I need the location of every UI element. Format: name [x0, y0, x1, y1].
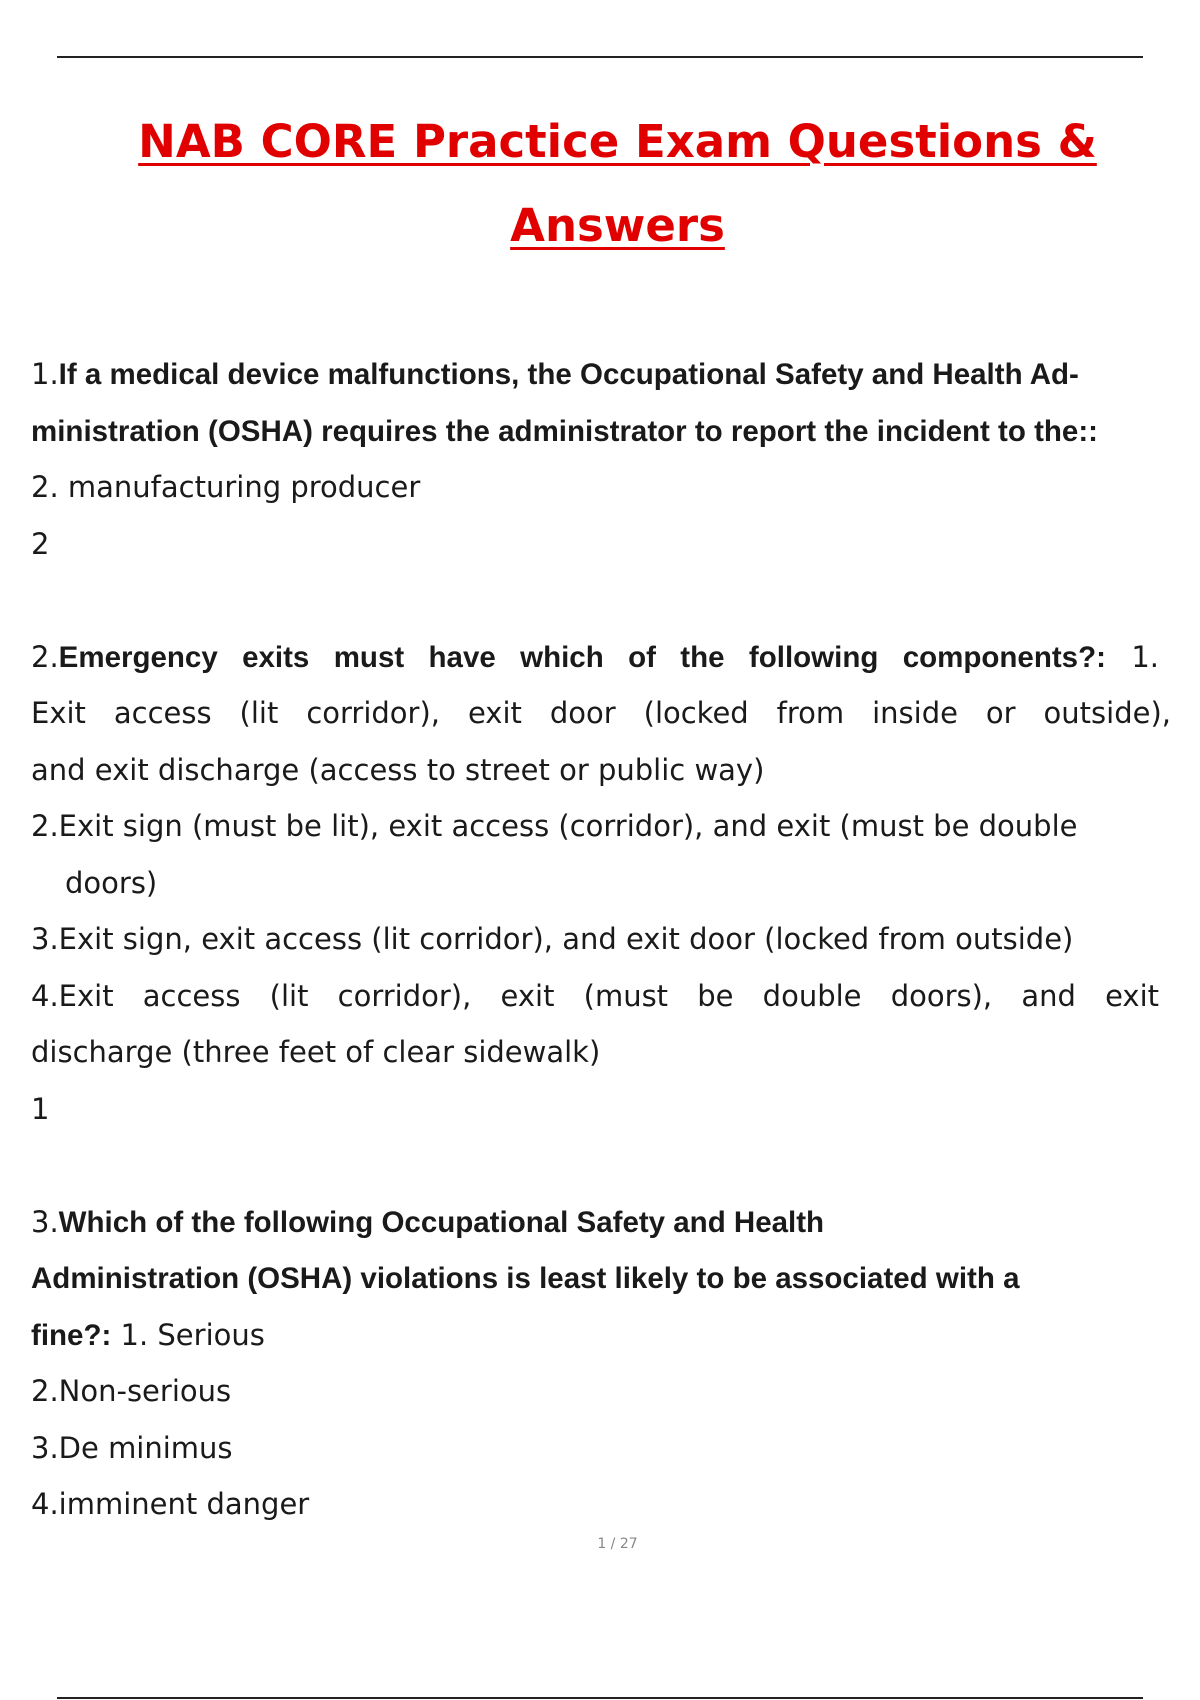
title-line-1: NAB CORE Practice Exam Questions &: [138, 115, 1097, 168]
question-1-answer: 2: [31, 526, 50, 561]
spacer: [31, 1137, 1200, 1194]
question-1-number: 1.: [31, 357, 59, 391]
question-3-option-3-number: 3.: [31, 1430, 59, 1465]
question-2-option-2-line-1: [31, 798, 1200, 855]
question-2-option-4-line-1: [31, 968, 1159, 1025]
question-3-number: 3.: [31, 1204, 59, 1239]
question-3-line-2: [31, 1250, 1200, 1307]
title-line-2: Answers: [510, 199, 725, 252]
question-3-option-4-number: 4.: [31, 1487, 59, 1521]
question-3-option-1: 1. Serious: [111, 1317, 265, 1352]
header-rule: [57, 56, 1143, 58]
question-2-option-1-line-2: and exit discharge (access to street or public way): [31, 752, 765, 787]
question-3-option-4-text: imminent danger: [58, 1487, 310, 1521]
question-1: [31, 346, 1200, 572]
question-2-option-4-number: 4.: [31, 978, 59, 1013]
footer-rule: [57, 1697, 1143, 1699]
question-1-line-1: [31, 346, 1200, 403]
document-body: [31, 346, 1200, 1533]
question-2-option-1-line-1: Exit access (lit corridor), exit door (locked from inside or outside),: [31, 696, 1171, 730]
question-2-option-3-number: 3.: [31, 922, 59, 956]
question-3-line-1: [31, 1194, 1200, 1251]
question-2-number: 2.: [31, 639, 59, 674]
question-3-option-3-text: De minimus: [58, 1430, 233, 1465]
spacer: [31, 572, 1200, 629]
question-2-option-1-number: 1.: [1105, 639, 1159, 674]
question-2-option-4-text: Exit access (lit corridor), exit (must be double doors), and exit: [58, 978, 1159, 1013]
question-3-option-2-number: 2.: [31, 1374, 59, 1408]
question-2-line-1: [31, 629, 1159, 686]
question-1-line-2: [31, 403, 1200, 460]
question-1-option: 2. manufacturing producer: [31, 470, 421, 504]
question-2-option-3: [31, 911, 1200, 968]
question-2-option-3-text: Exit sign, exit access (lit corridor), and exit door (locked from outside): [58, 922, 1074, 956]
question-3-option-4: [31, 1476, 1200, 1533]
question-3-text-part-1: Which of the following Occupational Safety and Health: [58, 1205, 825, 1239]
question-2-option-2-line-2: doors): [65, 865, 158, 900]
question-2-option-2-text: Exit sign (must be lit), exit access (corridor), and exit (must be double: [58, 809, 1078, 843]
question-2-option-4-line-2: discharge (three feet of clear sidewalk): [31, 1035, 601, 1069]
question-3-option-2: [31, 1363, 1200, 1420]
question-1-text-part-2: ministration (OSHA) requires the administrator to report the incident to the::: [31, 414, 1098, 448]
question-3-text-part-2: Administration (OSHA) violations is least likely to be associated with a: [31, 1262, 1020, 1295]
document-title: [0, 100, 1200, 268]
question-3-line-3: [31, 1307, 1200, 1364]
question-2-text: Emergency exits must have which of the following components?:: [58, 640, 1106, 674]
question-3-option-3: [31, 1420, 1200, 1477]
question-3-text-part-3: fine?:: [31, 1318, 112, 1352]
question-2-answer: 1: [31, 1091, 50, 1126]
question-2-option-2-number: 2.: [31, 809, 59, 843]
question-3: [31, 1194, 1200, 1533]
question-1-text-part-1: If a medical device malfunctions, the Occupational Safety and Health Ad-: [58, 358, 1079, 391]
question-2: [31, 629, 1200, 1138]
question-3-option-2-text: Non-serious: [58, 1374, 232, 1408]
page-number: 1 / 27: [597, 1536, 638, 1552]
